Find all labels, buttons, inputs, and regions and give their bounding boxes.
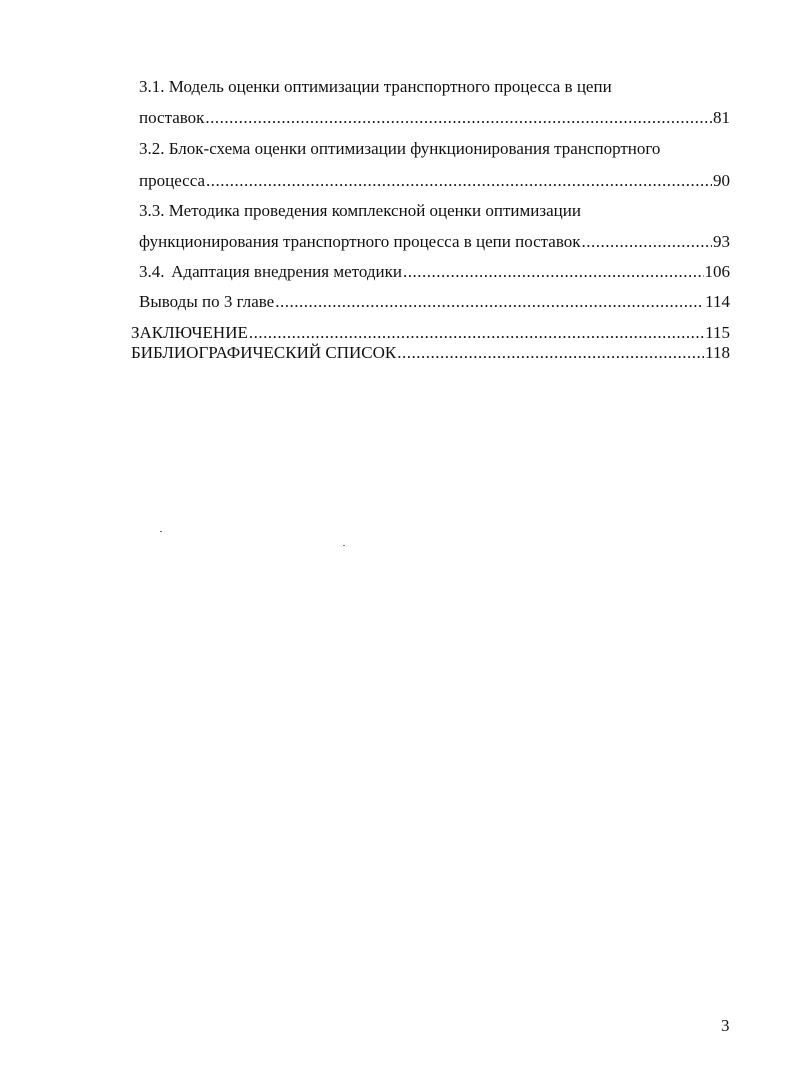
dot-leader (397, 342, 704, 364)
dot-leader (275, 291, 704, 313)
dot-leader (206, 170, 712, 192)
toc-page-number: 118 (705, 343, 730, 362)
dot-leader (582, 231, 712, 253)
toc-entry-title: ЗАКЛЮЧЕНИЕ (131, 323, 248, 342)
toc-entry-title-line2: поставок (139, 108, 205, 127)
toc-entry-number: 3.4. (139, 262, 165, 281)
toc-page-number: 115 (705, 323, 730, 342)
toc-entry-3-1[interactable] (139, 107, 730, 129)
dot-leader (249, 322, 704, 344)
toc-page-number: 114 (705, 292, 730, 311)
toc-entry-chapter3-conclusions[interactable] (139, 291, 730, 313)
page-number: 3 (721, 1016, 730, 1035)
scan-speck (343, 545, 345, 546)
toc-page-number: 93 (713, 232, 730, 251)
toc-entry-title-line2: процесса (139, 171, 206, 190)
dot-leader (403, 261, 704, 283)
toc-entry-3-2[interactable] (139, 170, 730, 192)
toc-entry-title: БИБЛИОГРАФИЧЕСКИЙ СПИСОК (131, 343, 397, 362)
toc-entry-title: Выводы по 3 главе (139, 292, 275, 311)
scan-speck (160, 531, 162, 532)
toc-entry-3-2-title-line1: 3.2. Блок-схема оценки оптимизации функционирования транспортного (139, 139, 661, 158)
toc-entry-title: Адаптация внедрения методики (171, 262, 402, 281)
toc-entry-3-4[interactable] (139, 261, 730, 283)
toc-entry-title-line2: функционирования транспортного процесса в цепи поставок (139, 232, 581, 251)
toc-entry-3-3-title-line1: 3.3. Методика проведения комплексной оценки оптимизации (139, 201, 581, 220)
dot-leader (205, 107, 712, 129)
toc-entry-3-1-title-line1: 3.1. Модель оценки оптимизации транспортного процесса в цепи (139, 77, 612, 96)
toc-page-number: 106 (704, 262, 730, 281)
toc-entry-bibliography[interactable] (131, 342, 730, 364)
toc-page-number: 90 (713, 171, 730, 190)
toc-entry-conclusion[interactable] (131, 322, 730, 344)
toc-page-number: 81 (713, 108, 730, 127)
toc-entry-3-3[interactable] (139, 231, 730, 253)
